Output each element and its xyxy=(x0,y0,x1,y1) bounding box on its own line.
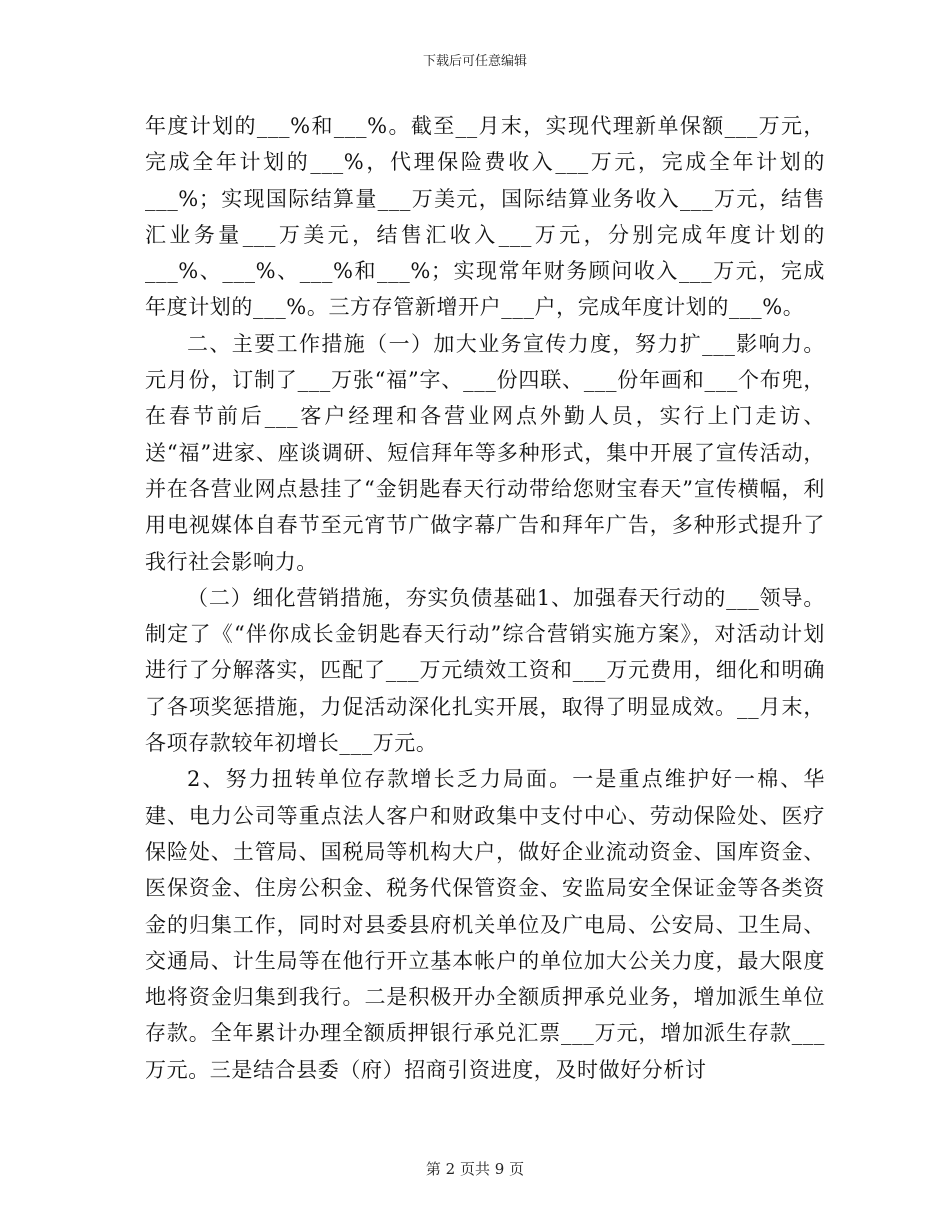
paragraph-unit-deposits: 2、努力扭转单位存款增长乏力局面。一是重点维护好一棉、华建、电力公司等重点法人客户和财政集中支付中心、劳动保险处、医疗保险处、土管局、国税局等机构大户，做好企业流动资金、国库资金、医保资金、住房公积金、税务代保管资金、安监局安全保证金等各类资金的归集工作，同时对县委县府机关单位及广电局、公安局、卫生局、交通局、计生局等在他行开立基本帐户的单位加大公关力度，最大限度地将资金归集到我行。二是积极开办全额质押承兑业务，增加派生单位存款。全年累计办理全额质押银行承兑汇票___万元，增加派生存款___万元。三是结合县委（府）招商引资进度，及时做好分析讨 xyxy=(145,767,825,1082)
page-header: 下载后可任意编辑 xyxy=(422,54,527,69)
paragraph-marketing-measures: （二）细化营销措施，夯实负债基础1、加强春天行动的___领导。制定了《“伴你成长金钥匙春天行动”综合营销实施方案》，对活动计划进行了分解落实，匹配了___万元绩效工资和___万元费用，细化和明确了各项奖惩措施，力促活动深化扎实开展，取得了明显成效。__月末，各项存款较年初增长___万元。 xyxy=(145,585,825,756)
page-number-footer: 第 2 页共 9 页 xyxy=(425,1160,525,1178)
paragraph-publicity-measures: 二、主要工作措施（一）加大业务宣传力度，努力扩___影响力。元月份，订制了___万张“福”字、___份四联、___份年画和___个布兜，在春节前后___客户经理和各营业网点外勤人员，实行上门走访、送“福”进家、座谈调研、短信拜年等多种形式，集中开展了宣传活动，并在各营业网点悬挂了“金钥匙春天行动带给您财宝春天”宣传横幅，利用电视媒体自春节至元宵节广做字幕广告和拜年广告，多种形式提升了我行社会影响力。 xyxy=(145,331,825,574)
document-body xyxy=(145,108,825,1088)
paragraph-plan-completion: 年度计划的___%和___%。截至__月末，实现代理新单保额___万元，完成全年计划的___%，代理保险费收入___万元，完成全年计划的___%；实现国际结算量___万美元，国际结算业务收入___万元，结售汇业务量___万美元，结售汇收入___万元，分别完成年度计划的___%、___%、___%和___%；实现常年财务顾问收入___万元，完成年度计划的___%。三方存管新增开户___户，完成年度计划的___%。 xyxy=(145,114,825,320)
